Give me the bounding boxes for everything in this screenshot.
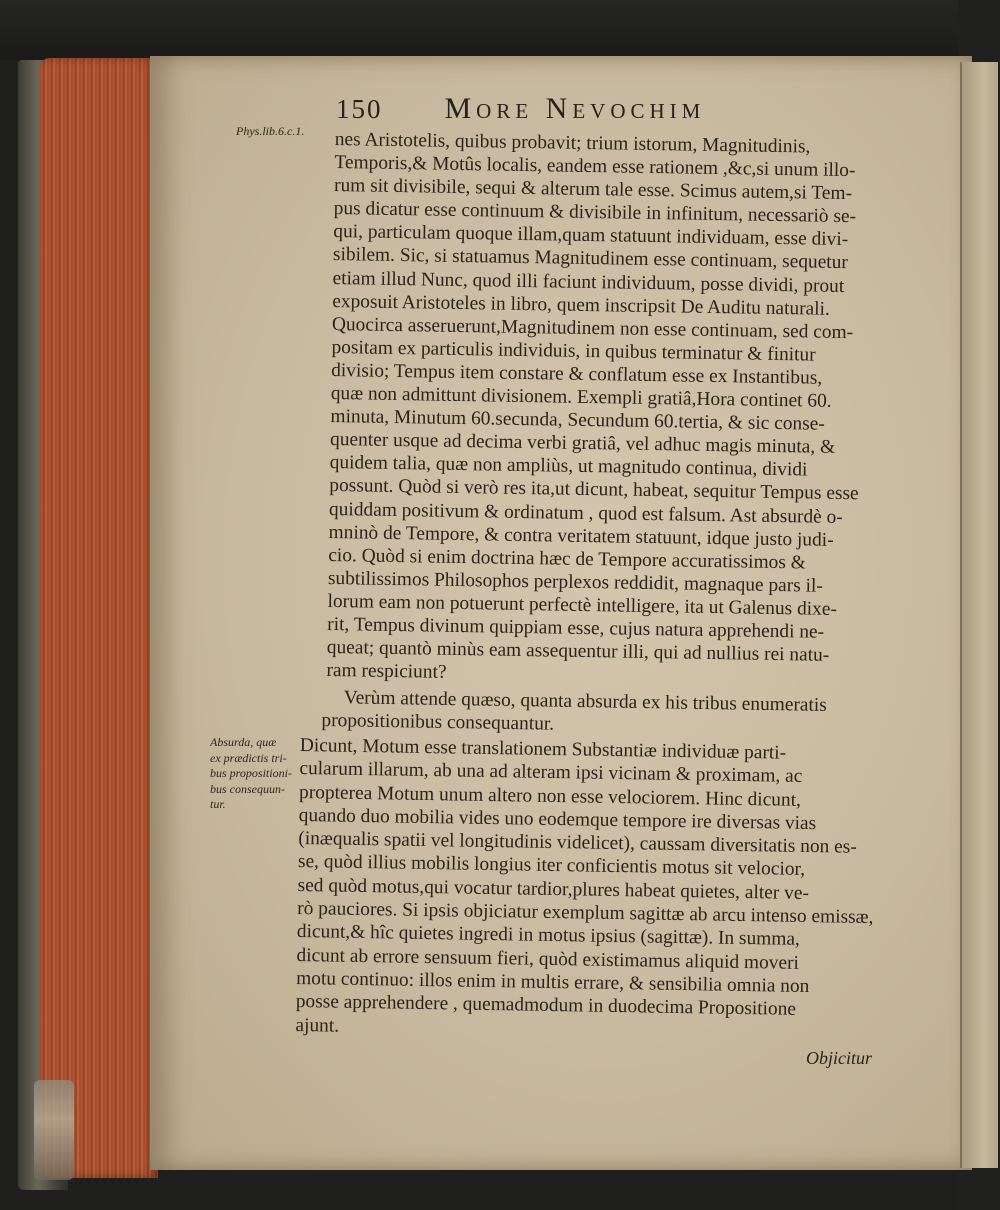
text-line: Verùm attende quæso, quanta absurda ex his tribus enumeratis [343,687,827,716]
running-head [336,92,856,132]
body-paragraph-2 [321,686,892,741]
margin-note-line: bus consequun- [210,781,285,796]
text-line: posse apprehendere , quemadmodum in duodecima Propositione [295,991,797,1021]
text-line: Dicunt, Motum esse translationem Substantiæ individuæ parti- [299,734,787,764]
text-line: divisio; Tempus item constare & conflatum esse ex Instantibus, [331,359,823,389]
catchword: Objicitur [806,1048,872,1068]
text-line: minuta, Minutum 60.secunda, Secundum 60.tertia, & sic conse- [330,406,825,435]
text-line: etiam illud Nunc, quod illi faciunt individuum, posse dividi, prout [332,267,845,297]
margin-note-line: ex prædictis tri- [210,750,287,765]
text-line: nes Aristotelis, quibus probavit; trium istorum, Magnitudinis, [334,128,811,158]
page-number: 150 [336,94,383,124]
text-line: queat; quantò minùs eam assequentur illi, qui ad nullius rei natu- [326,636,830,666]
text-line: qui, particulam quoque illam,quam statuunt individuam, esse divi- [333,221,849,251]
text-line: exposuit Aristoteles in libro, quem inscripsit De Auditu naturali. [332,290,831,320]
text-line: possunt. Quòd si verò res ita,ut dicunt, habeat, sequitur Tempus esse [329,475,859,505]
text-line: quidem talia, quæ non ampliùs, ut magnitudo continua, dividi [329,452,808,481]
text-line: ajunt. [295,1014,340,1037]
text-line: cio. Quòd si enim doctrina hæc de Tempore accuratissimos & [328,544,806,574]
text-line: Temporis,& Motûs localis, eandem esse rationem ,&c,si unum illo- [334,152,856,182]
frayed-binding-corner [34,1080,74,1180]
running-title: More Nevochim [444,92,706,125]
background-top [0,0,1000,60]
facing-page-edge [960,62,998,1168]
text-line: quenter usque ad decima verbi gratiâ, vel adhuc magis minuta, & [329,429,836,459]
page-fore-edge [40,58,158,1178]
text-line: rum sit divisibile, sequi & alterum tale esse. Scimus autem,si Tem- [333,175,853,205]
text-line: (inæqualis spatii vel longitudinis videlicet), caussam diversitatis non es- [298,828,857,858]
text-line: sed quòd motus,qui vocatur tardior,plures habeat quietes, alter ve- [297,874,810,904]
body-paragraph-1 [326,128,900,691]
margin-note-line: tur. [210,797,226,811]
text-line: rit, Tempus divinum quippiam esse, cujus natura apprehendi ne- [327,613,825,643]
margin-note-line: bus propositioni- [210,766,292,780]
text-line: quando duo mobilia vides uno eodemque tempore ire diversas vias [298,804,817,835]
body-paragraph-3 [295,734,890,1046]
text-line: sibilem. Sic, si statuamus Magnitudinem esse continuam, sequetur [332,244,848,274]
text-line: propterea Motum unum altero non esse velociorem. Hinc dicunt, [298,781,802,811]
text-line: cularum illarum, ab una ad alteram ipsi vicinam & proximam, ac [299,758,803,788]
text-line: pus dicatur esse continuum & divisibile in infinitum, necessariò se- [333,198,857,228]
text-line: ram respiciunt? [326,660,447,683]
text-line: lorum eam non potuerunt perfectè intelligere, ita ut Galenus dixe- [327,590,838,620]
text-line: motu continuo: illos enim in multis errare, & sensibilia omnia non [295,967,810,997]
text-line: positam ex particulis individuis, in quibus terminatur & finitur [331,336,816,366]
text-line: se, quòd illius mobilis longius iter conficientis motus sit velocior, [297,851,806,881]
text-line: rò pauciores. Si ipsis objiciatur exemplum sagittæ ab arcu intenso emissæ, [297,898,874,929]
text-line: dicunt,& hîc quietes ingredi in motus ipsius (sagittæ). In summa, [296,921,801,951]
text-line: subtilissimos Philosophos perplexos reddidit, magnaque pars il- [327,567,823,597]
text-line: quiddam positivum & ordinatum , quod est falsum. Ast absurdè o- [328,498,843,528]
text-line: dicunt ab errore sensuum fieri, quòd existimamus aliquid moveri [296,944,800,974]
margin-note-line: Absurda, quæ [210,735,277,749]
margin-note-reference: Phys.lib.6.c.1. [236,124,305,138]
text-line: Quocirca asseruerunt,Magnitudinem non esse continuam, sed com- [331,313,854,343]
text-line: propositionibus consequantur. [321,710,555,735]
text-line: quæ non admittunt divisionem. Exempli gratiâ,Hora continet 60. [330,382,832,412]
text-line: mninò de Tempore, & contra veritatem statuunt, idque justo judi- [328,521,834,551]
